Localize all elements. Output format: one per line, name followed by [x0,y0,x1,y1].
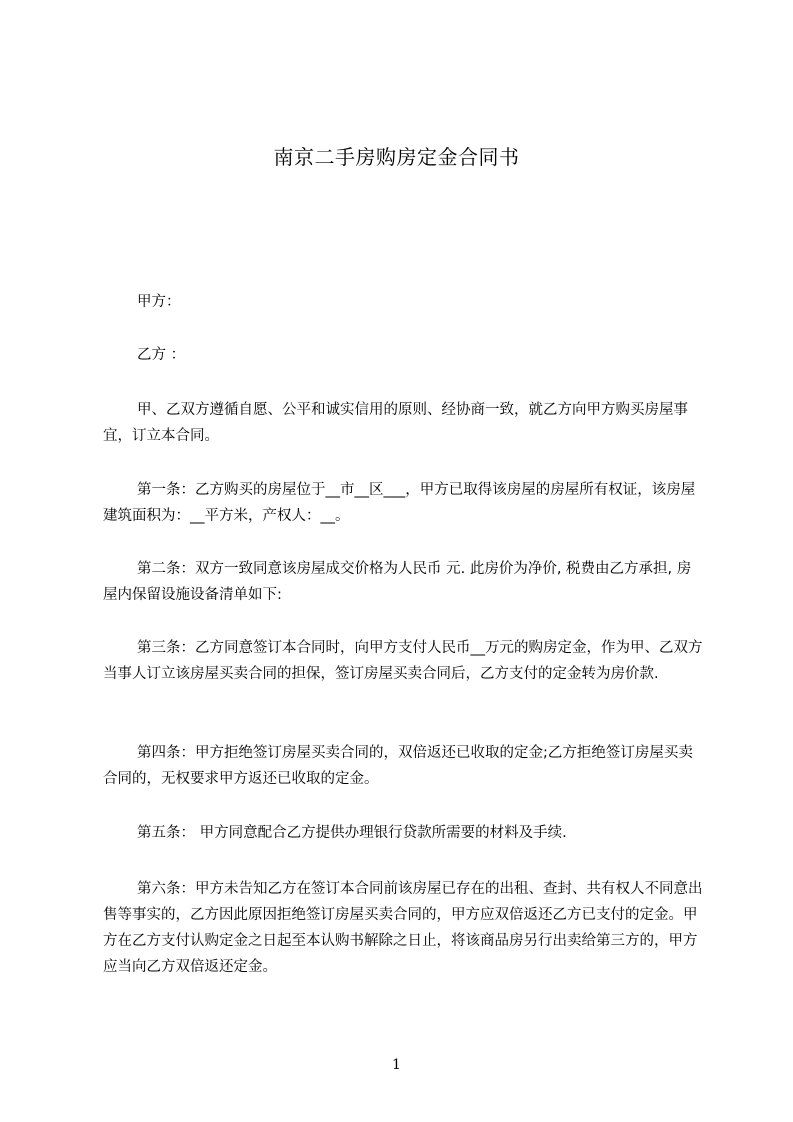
party-a-line: 甲方： [137,294,181,310]
clause-6-paragraph: 第六条：甲方未告知乙方在签订本合同前该房屋已存在的出租、查封、共有权人不同意出售等事实的，乙方因此原因拒绝签订房屋买卖合同的，甲方应双倍返还乙方已支付的定金。甲方在乙方支付认购定金之日起至本认购书解除之日止，将该商品房另行出卖给第三方的，甲方应当向乙方双倍返还定金。 [103,881,703,975]
preamble-paragraph: 甲、乙双方遵循自愿、公平和诚实信用的原则、经协商一致，就乙方向甲方购买房屋事宜，订立本合同。 [103,402,688,444]
clause-4-paragraph: 第四条：甲方拒绝签订房屋买卖合同的，双倍返还已收取的定金;乙方拒绝签订房屋买卖合同的，无权要求甲方返还已收取的定金。 [103,745,693,787]
document-title: 南京二手房购房定金合同书 [273,145,520,169]
clause-5-paragraph: 第五条： 甲方同意配合乙方提供办理银行贷款所需要的材料及手续. [137,825,567,841]
clause-1-paragraph: 第一条：乙方购买的房屋位于__市__区___，甲方已取得该房屋的房屋所有权证，该房屋建筑面积为：__平方米，产权人：__。 [103,482,696,524]
clause-2-paragraph: 第二条：双方一致同意该房屋成交价格为人民币 元. 此房价为净价, 税费由乙方承担, 房屋内保留设施设备清单如下: [103,561,692,603]
page-number: 1 [392,1057,401,1073]
clause-3-paragraph: 第三条：乙方同意签订本合同时，向甲方支付人民币__万元的购房定金，作为甲、乙双方当事人订立该房屋买卖合同的担保，签订房屋买卖合同后，乙方支付的定金转为房价款. [103,640,703,682]
party-b-line: 乙方 ： [137,347,186,363]
